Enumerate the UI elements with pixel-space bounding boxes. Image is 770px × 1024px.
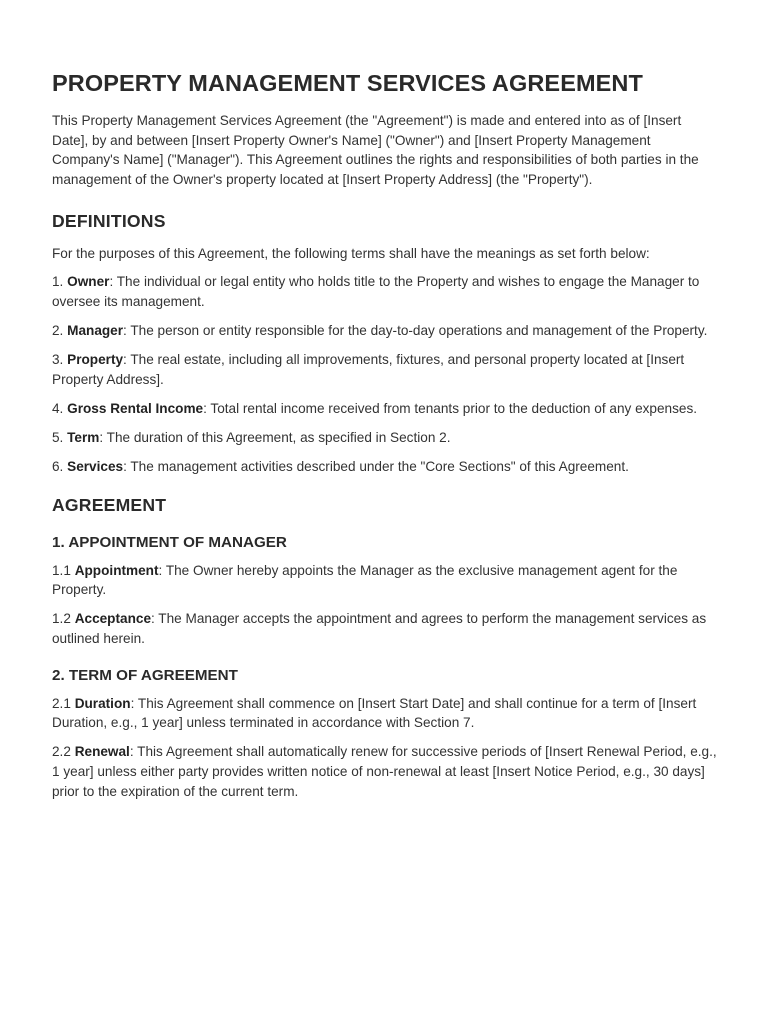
definition-item: 1. Owner: The individual or legal entity who holds title to the Property and wishes to engage the Manager to oversee its management.: [52, 273, 700, 309]
definitions-lead: For the purposes of this Agreement, the following terms shall have the meanings as set forth below:: [52, 246, 650, 262]
clause-item: 2.1 Duration: This Agreement shall commence on [Insert Start Date] and shall continue for a term of [Insert Duration, e.g., 1 year] unless terminated in accordance with Section 7.: [52, 695, 697, 731]
definitions-heading: DEFINITIONS: [52, 211, 166, 232]
definition-term: Term: [67, 429, 100, 445]
definition-term: Manager: [67, 322, 124, 338]
clause-term: Duration: [74, 695, 131, 711]
definition-item: 6. Services: The management activities described under the "Core Sections" of this Agreement.: [52, 459, 629, 475]
clause-item: 1.2 Acceptance: The Manager accepts the appointment and agrees to perform the management services as outlined herein.: [52, 611, 707, 647]
definition-term: Property: [67, 351, 124, 367]
definition-item: 3. Property: The real estate, including all improvements, fixtures, and personal property located at [Insert Property Address].: [52, 351, 685, 387]
definition-item: 5. Term: The duration of this Agreement, as specified in Section 2.: [52, 429, 451, 445]
section-heading-term: 2. TERM OF AGREEMENT: [52, 666, 238, 684]
clause-item: 1.1 Appointment: The Owner hereby appoints the Manager as the exclusive management agent for the Property.: [52, 562, 678, 598]
document-title: PROPERTY MANAGEMENT SERVICES AGREEMENT: [52, 70, 643, 96]
definition-term: Owner: [67, 273, 110, 289]
definition-item: 2. Manager: The person or entity responsible for the day-to-day operations and management of the Property.: [52, 322, 708, 338]
intro-paragraph: This Property Management Services Agreement (the "Agreement") is made and entered into as of [Insert Date], by and between [Insert Property Owner's Name] ("Owner") and [Insert Property Management Company's Name] ("Manager"). This Agreement outlines the rights and responsibilities of both parties in the management of the Owner's property located at [Insert Property Address] (the "Property").: [52, 113, 699, 187]
definition-term: Gross Rental Income: [67, 400, 204, 416]
clause-item: 2.2 Renewal: This Agreement shall automatically renew for successive periods of [Insert Renewal Period, e.g., 1 year] unless either party provides written notice of non-renewal at least [Insert Notice Period, e.g., 30 days] prior to the expiration of the current term.: [52, 744, 717, 799]
clause-term: Appointment: [74, 562, 159, 578]
clause-term: Renewal: [74, 744, 130, 760]
agreement-heading: AGREEMENT: [52, 494, 167, 515]
definition-term: Services: [67, 459, 124, 475]
clause-term: Acceptance: [74, 611, 151, 627]
definition-item: 4. Gross Rental Income: Total rental income received from tenants prior to the deduction of any expenses.: [52, 400, 698, 416]
section-heading-appointment: 1. APPOINTMENT OF MANAGER: [52, 533, 287, 551]
